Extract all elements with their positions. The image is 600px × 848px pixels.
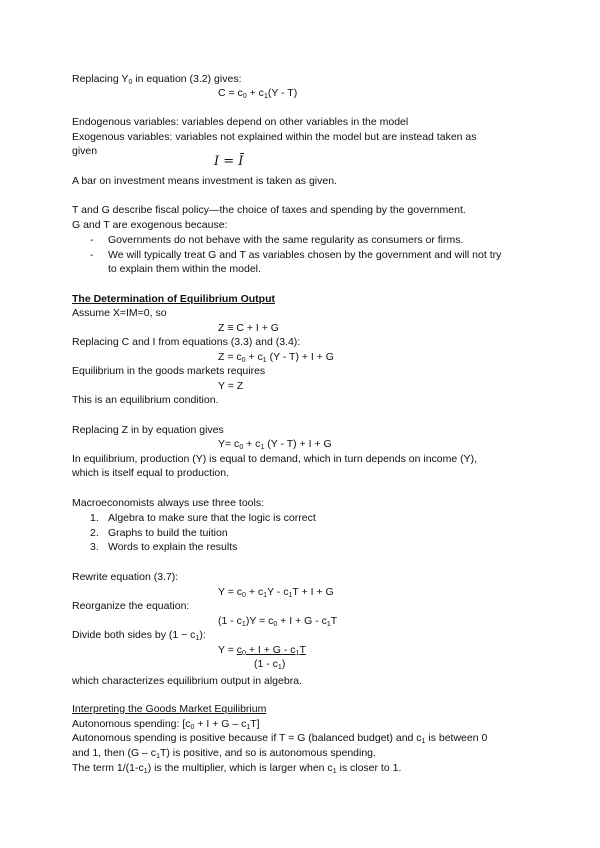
list-item: Graphs to build the tuition [108,527,228,539]
list-item: Words to explain the results [108,541,238,553]
text-line: Reorganize the equation: [72,600,190,612]
text-line: The term $1/(1-c_1)$ is the multiplier, which is larger when $c_1$ is closer to 1. [72,762,402,775]
text-line: A bar on investment means investment is taken as given. [72,175,337,187]
text-line: In equilibrium, production (Y) is equal to demand, which in turn depends on income (Y), [72,453,478,465]
text-line: Assume X=IM=0, so [72,307,167,319]
fraction-denominator: $(1 - c_1)$ [254,658,286,671]
equation: $Y= c_0 + c_1$ (Y - T) + I + G [218,438,332,451]
equation: $C = c_0 + c_1(Y - T)$ [218,87,298,100]
list-number: 3. [90,541,99,553]
text-line: T and G describe fiscal policy—the choice of taxes and spending by the government. [72,204,466,216]
list-item: Algebra to make sure that the logic is correct [108,512,316,524]
text-line: G and T are exogenous because: [72,219,228,231]
equation: $Y = c_0 + c_1Y - c_1T + I + G$ [218,586,334,599]
section-heading: Interpreting the Goods Market Equilibrium [72,703,267,715]
text-line: Exogenous variables: variables not explained within the model but are instead taken as [72,131,477,143]
text-line: given [72,145,98,157]
equation: Y = Z [218,380,244,392]
text-line: Autonomous spending: $[c_0 + I + G - c_1T]$ [72,718,260,731]
text-line: Replacing C and I from equations (3.3) and (3.4): [72,336,301,348]
list-item: We will typically treat G and T as variables chosen by the government and will not try [108,249,502,261]
text-line: Divide both sides by $(1 - c_1)$: [72,629,206,642]
text-line: which is itself equal to production. [72,467,230,479]
list-number: 2. [90,527,99,539]
text-line: This is an equilibrium condition. [72,394,219,406]
text-line: Rewrite equation (3.7): [72,571,179,583]
bullet-dash: - [90,234,94,246]
text-line: Autonomous spending is positive because if T = G (balanced budget) and $c_1$ is between 0 [72,732,488,745]
list-item: to explain them within the model. [108,263,261,275]
list-item: Governments do not behave with the same regularity as consumers or firms. [108,234,464,246]
text-line: Equilibrium in the goods markets requires [72,365,266,377]
section-heading: The Determination of Equilibrium Output [72,293,275,305]
investment-formula: I = Ī [214,154,244,169]
fraction-numerator: $c_0 + I + G - c_1T$ [236,644,306,657]
text-line: Replacing $Y_0$ in equation (3.2) gives: [72,73,242,86]
bullet-dash: - [90,249,94,261]
text-line: which characterizes equilibrium output in algebra. [72,675,302,687]
equation: $Z = c_0 + c_1$ (Y - T) + I + G [218,351,334,364]
equation: $(1 - c_1)Y = c_0 + I + G - c_1T$ [218,615,338,628]
text-line: Endogenous variables: variables depend on other variables in the model [72,116,409,128]
equation: Z ≡ C + I + G [218,322,279,334]
fraction-equation: $Y = c_0 + I + G - c_1T$ [218,644,306,657]
text-line: Replacing Z in by equation gives [72,424,224,436]
text-line: and 1, then $(G - c_1T)$ is positive, and so is autonomous spending. [72,747,376,760]
list-number: 1. [90,512,99,524]
text-line: Macroeconomists always use three tools: [72,497,264,509]
